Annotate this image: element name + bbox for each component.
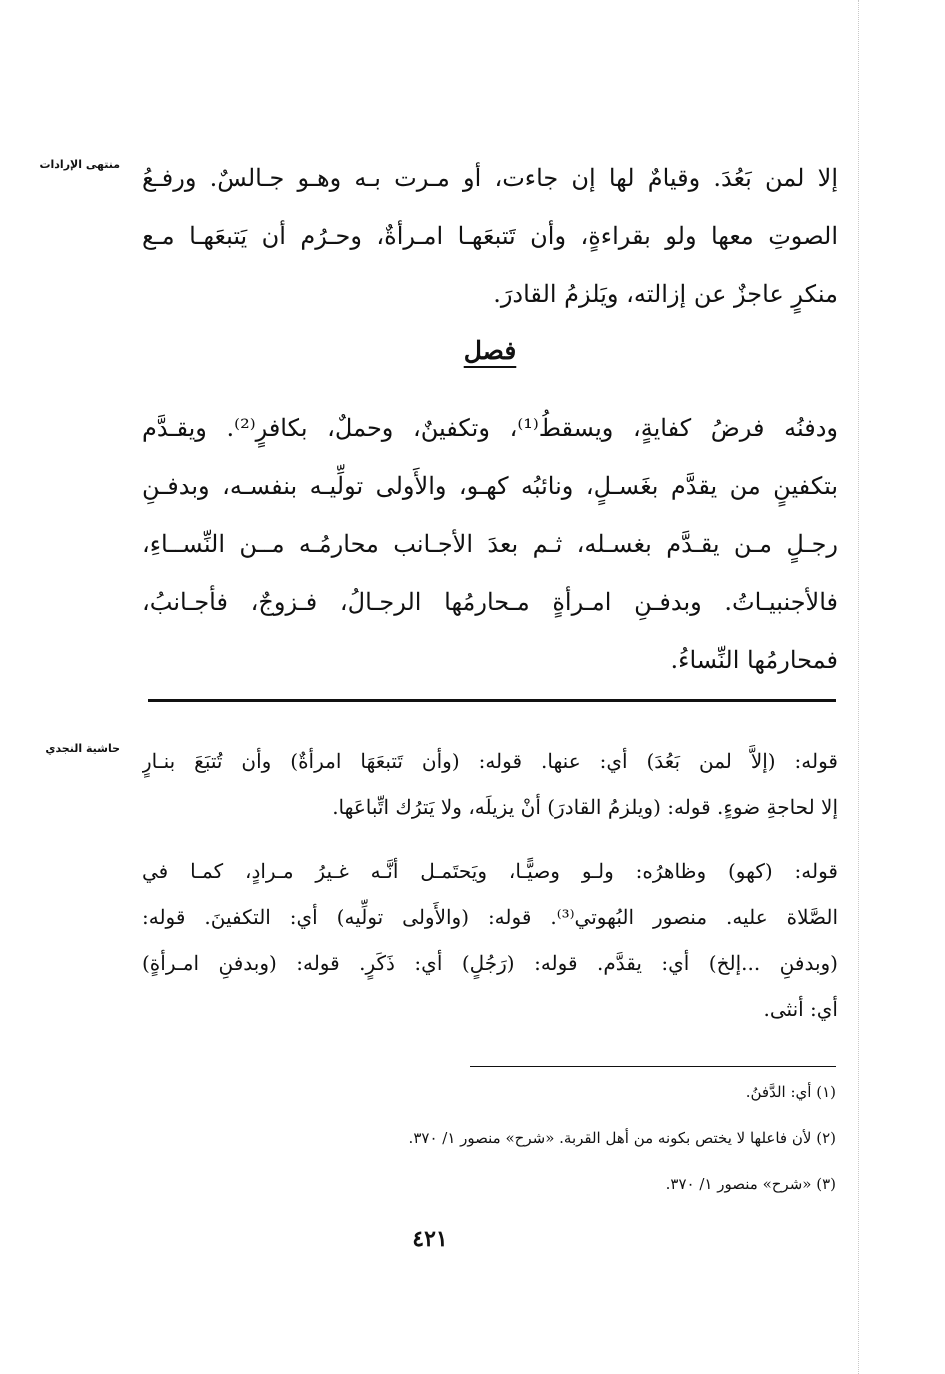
main-text-line: الصوتِ معها ولو بقراءةٍ، وأن تَتبعَهـا امـرأةٌ، وحـرُم أن يَتبعَهـا مـع: [142, 222, 838, 250]
page-edge-line: [858, 0, 859, 1374]
section-text-line: ودفنُه فرضُ كفايةٍ، ويسقطُ⁽¹⁾، وتكفينٌ، وحملٌ، بكافرٍ⁽²⁾. ويقـدَّم: [142, 414, 838, 442]
section-heading: فصل: [463, 336, 517, 365]
commentary-line: قوله: (إلاَّ لمن بَعُدَ) أي: عنها. قوله: (وأن تَتبعَهَا امرأةٌ) وأن تُتبَعَ بنـارٍ: [142, 749, 838, 773]
footnote-1: (١) أي: الدَّفنُ.: [745, 1083, 836, 1101]
section-text-line: بتكفينٍ من يقدَّم بغَسـلٍ، ونائبُه كهـو، والأَولى تولِّيـه بنفسـه، وبدفـنِ: [142, 472, 838, 500]
commentary-line: قوله: (كهو) وظاهرُه: ولـو وصيًّـا، ويَحتَمـل أنَّـه غـيرُ مـرادٍ، كمـا في: [142, 859, 838, 883]
section-text-line: رجـلٍ مـن يقـدَّم بغسـله، ثـم بعدَ الأجـانب محارمُـه مــن النِّســاءِ،: [142, 530, 838, 558]
commentary-line: إلا لحاجةِ ضوءٍ. قوله: (ويلزمُ القادرَ) أنْ يزيلَه، ولا يَترُك اتِّباعَها.: [332, 795, 838, 819]
footnote-2: (٢) لأن فاعلها لا يختص بكونه من أهل القربة. «شرح» منصور ١/ ٣٧٠.: [408, 1129, 836, 1147]
main-text-line: منكرٍ عاجزٌ عن إزالته، ويَلزمُ القادرَ.: [493, 280, 838, 308]
footnote-separator: [470, 1066, 836, 1067]
text-commentary-separator: [148, 699, 836, 702]
page-number: ٤٢١: [412, 1226, 448, 1252]
margin-label-main-text: منتهى الإرادات: [39, 158, 120, 171]
main-text-line: إلا لمن بَعُدَ. وقيامٌ لها إن جاءت، أو مـرت بـه وهـو جـالسٌ. ورفـعُ: [142, 164, 838, 192]
margin-label-commentary: حاشية النجدي: [45, 742, 120, 755]
commentary-line: الصَّلاة عليه. منصور البُهوتي⁽³⁾. قوله: (والأَولى تولِّيه) أي: التكفينَ. قوله:: [142, 905, 838, 929]
footnote-3: (٣) «شرح» منصور ١/ ٣٧٠.: [665, 1175, 836, 1193]
section-text-line: فمحارمُها النِّساءُ.: [670, 646, 838, 674]
commentary-line: أي: أنثى.: [763, 997, 838, 1021]
commentary-line: (وبدفنِ ...إلخ) أي: يقدَّم. قوله: (رَجُلٍ) أي: ذَكَرٍ. قوله: (وبدفنِ امـرأةٍ): [142, 951, 838, 975]
section-text-line: فالأجنبيـاتُ. وبدفـنِ امـرأةٍ مـحارمُها الرجـالُ، فـزوجٌ، فأجـانبُ،: [142, 588, 838, 616]
